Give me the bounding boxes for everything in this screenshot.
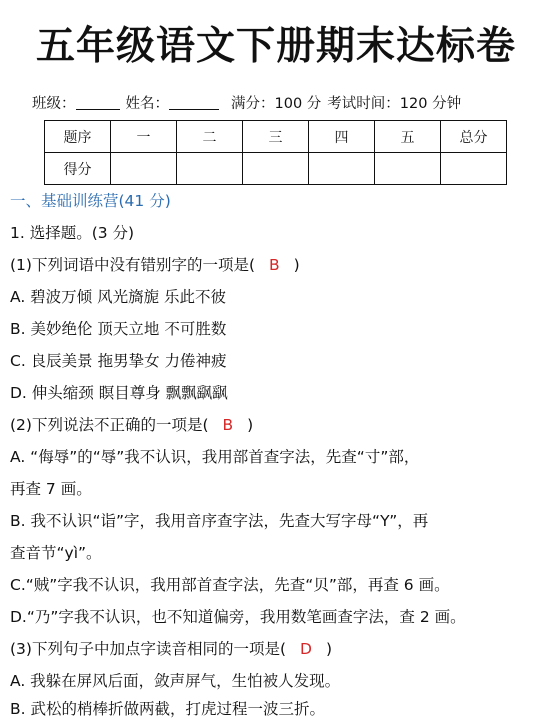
stem-text: (2)下列说法不正确的一项是( (10, 416, 209, 434)
option-line: 再查 7 画。 (10, 480, 92, 498)
option-line: A. “侮辱”的“辱”我不认识，我用部首查字法，先查“寸”部， (10, 448, 420, 466)
exam-title: 五年级语文下册期末达标卷 (35, 24, 516, 69)
header-cell: 五 (375, 121, 441, 153)
stem-text: (1)下列词语中没有错别字的一项是( (10, 256, 256, 274)
header-cell: 三 (243, 121, 309, 153)
class-blank (76, 95, 120, 110)
header-cell: 总分 (441, 121, 507, 153)
stem-close: ) (247, 416, 254, 434)
score-cell[interactable] (243, 153, 309, 185)
score-cell[interactable] (441, 153, 507, 185)
option-line: 查音节“yì”。 (10, 544, 102, 562)
exam-time: 考试时间：120 分钟 (327, 96, 462, 112)
score-cell[interactable] (309, 153, 375, 185)
option-line: C. 良辰美景 拖男挚女 力倦神疲 (10, 352, 227, 370)
option-line: A. 我躲在屏风后面，敛声屏气，生怕被人发现。 (10, 672, 341, 690)
header-cell: 一 (111, 121, 177, 153)
question-1-3-stem (10, 638, 332, 660)
score-table-score-row (45, 153, 507, 185)
option-line: B. 我不认识“诣”字，我用音序查字法，先查大写字母“Y”，再 (10, 512, 429, 530)
header-cell: 题序 (45, 121, 111, 153)
score-table-header-row (45, 121, 507, 153)
answer-mark: B (222, 416, 234, 434)
score-cell[interactable] (177, 153, 243, 185)
name-label: 姓名： (125, 96, 169, 112)
answer-mark: B (269, 256, 280, 274)
option-line: B. 美妙绝伦 顶天立地 不可胜数 (10, 320, 227, 338)
stem-close: ) (293, 256, 300, 274)
header-cell: 二 (177, 121, 243, 153)
full-score: 满分：100 分 (231, 96, 322, 112)
score-row-label: 得分 (45, 153, 111, 185)
answer-mark: D (300, 640, 312, 658)
question-1-title: 1. 选择题。(3 分) (10, 224, 135, 242)
option-line: D.“乃”字我不认识，也不知道偏旁，我用数笔画查字法，查 2 画。 (10, 608, 466, 626)
name-blank (169, 95, 219, 110)
score-cell[interactable] (375, 153, 441, 185)
stem-text: (3)下列句子中加点字读音相同的一项是( (10, 640, 287, 658)
option-line: C.“贼”字我不认识，我用部首查字法，先查“贝”部，再查 6 画。 (10, 576, 450, 594)
question-1-1-stem (10, 254, 300, 276)
exam-meta (32, 92, 461, 113)
header-cell: 四 (309, 121, 375, 153)
stem-close: ) (325, 640, 333, 658)
score-table (44, 120, 507, 185)
option-line: A. 碧波万倾 风光旖旎 乐此不彼 (10, 288, 227, 306)
class-label: 班级： (32, 96, 76, 112)
option-line: D. 伸头缩颈 瞑目尊身 飘飘飖飖 (10, 384, 228, 402)
score-cell[interactable] (111, 153, 177, 185)
question-1-2-stem (10, 414, 253, 436)
section-1-title: 一、基础训练营(41 分) (10, 192, 171, 210)
option-line: B. 武松的梢棒折做两截，打虎过程一波三折。 (10, 700, 325, 718)
